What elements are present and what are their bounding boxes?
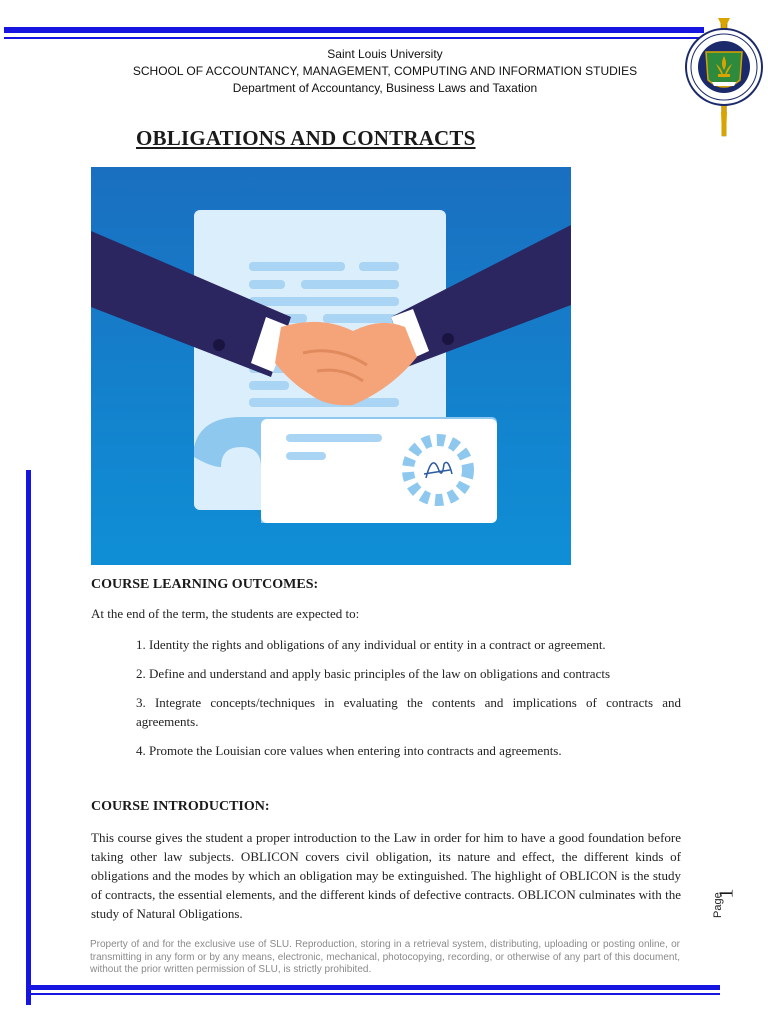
footer-rule-thick xyxy=(26,985,720,990)
outcome-item: 2. Define and understand and apply basic principles of the law on obligations and contracts xyxy=(136,666,611,681)
outcome-item: 4. Promote the Louisian core values when entering into contracts and agreements. xyxy=(136,743,562,758)
outcome-item: 1. Identity the rights and obligations of any individual or entity in a contract or agreement. xyxy=(136,637,606,652)
footer-rule-thin xyxy=(26,993,720,995)
department-name: Department of Accountancy, Business Laws and Taxation xyxy=(232,81,538,95)
introduction-body: This course gives the student a proper introduction to the Law in order for him to have a good foundation before taking other law subjects. OBLICON covers civil obligation, its nature and effect, the different kinds of obligations and the modes by which an obligation may be extinguished. The highlight of OBLICON is the study of contracts, the essential elements, and the different kinds of defective contracts. OBLICON culminates with the study of Natural Obligations. xyxy=(91,830,681,921)
copyright-notice: Property of and for the exclusive use of SLU. Reproduction, storing in a retrieval system, distributing, uploading or posting online, or transmitting in any form or by any means, electronic, mechanical, photocopying, recording, or otherwise of any part of this document, without the prior written permission of SLU, is strictly prohibited. xyxy=(90,939,680,975)
outcome-item: 3. Integrate concepts/techniques in evaluating the contents and implications of contracts and agreements. xyxy=(136,695,681,729)
page-number-value: 1 xyxy=(715,888,738,899)
page-label: Page xyxy=(712,892,724,918)
header-rule-thin xyxy=(4,37,704,39)
document-header xyxy=(100,46,670,97)
outcomes-heading: COURSE LEARNING OUTCOMES: xyxy=(91,577,319,592)
outcomes-intro: At the end of the term, the students are expected to: xyxy=(91,606,360,621)
handshake-contract-illustration-icon xyxy=(91,167,571,565)
document-title: OBLIGATIONS AND CONTRACTS xyxy=(136,126,476,150)
university-seal-icon xyxy=(682,12,766,140)
left-margin-rule xyxy=(26,470,31,1005)
page-number xyxy=(712,880,752,930)
introduction-heading: COURSE INTRODUCTION: xyxy=(91,799,270,814)
header-rule-thick xyxy=(4,27,704,33)
school-name: SCHOOL OF ACCOUNTANCY, MANAGEMENT, COMPUTING AND INFORMATION STUDIES xyxy=(132,64,638,78)
university-name: Saint Louis University xyxy=(327,47,443,61)
